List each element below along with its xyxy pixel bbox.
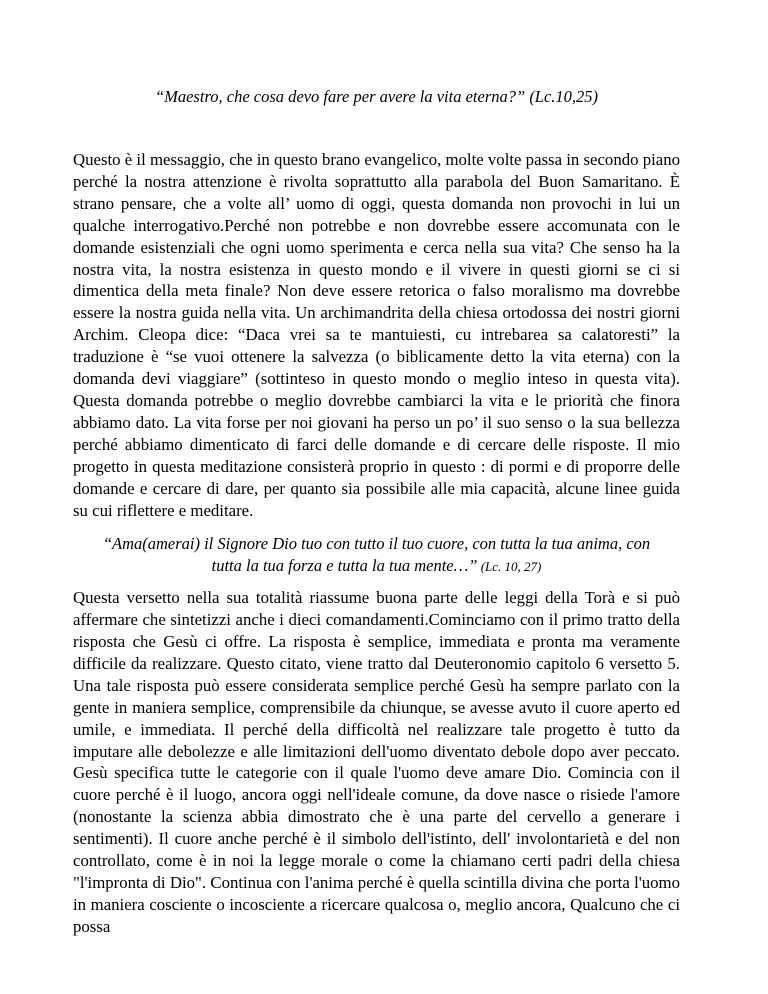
scripture-quote-line2: tutta la tua forza e tutta la tua mente…” — [211, 556, 478, 576]
title-quote-text: “Maestro, che cosa devo fare per avere la vita eterna?” — [154, 87, 526, 106]
paragraph-commentary: Questa versetto nella sua totalità riassume buona parte delle leggi della Torà e si può affermare che sintetizzi anche i dieci comandamenti.Cominciamo con il primo tratto della risposta che Gesù ci offre. La risposta è semplice, immediata e pronta ma veramente difficile da realizzare. Questo citato, viene tratto dal Deuteronomio capitolo 6 versetto 5. Una tale risposta può essere considerata semplice perché Gesù ha sempre parlato con la gente in maniera semplice, comprensibile da chiunque, se avesse avuto il cuore aperto ed umile, e immediata. Il perché della difficoltà nel realizzare tale progetto è tutto da imputare alle debolezze e alle limitazioni dell'uomo diventato debole dopo aver peccato. Gesù specifica tutte le categorie con il quale l'uomo deve amare Dio. Comincia con il cuore perché è il luogo, ancora oggi nell'ideale comune, da dove nasce o risiede l'amore (nonostante la scienza abbia dimostrato che è una parte del cervello a generare i sentimenti). Il cuore anche perché è il simbolo dell'istinto, dell' involontarietà e del non controllato, come è in noi la legge morale o come la chiamano certi padri della chiesa "l'impronta di Dio". Continua con l'anima perché è quella scintilla divina che porta l'uomo in maniera cosciente o incosciente a ricercare qualcosa o, meglio ancora, Qualcuno che ci possa — [73, 588, 680, 936]
scripture-quote-line1: “Ama(amerai) il Signore Dio tuo con tutto il tuo cuore, con tutta la tua anima, con — [102, 534, 651, 554]
scripture-quote — [73, 533, 680, 578]
paragraph-intro: Questo è il messaggio, che in questo brano evangelico, molte volte passa in secondo piano perché la nostra attenzione è rivolta soprattutto alla parabola del Buon Samaritano. È strano pensare, che a volte all’ uomo di oggi, questa domanda non provochi in lui un qualche interrogativo.Perché non potrebbe e non dovrebbe essere accomunata con le domande esistenziali che ogni uomo sperimenta e cerca nella sua vita? Che senso ha la nostra vita, la nostra esistenza in questo mondo e il vivere in questi giorni se ci si dimentica della meta finale? Non deve essere retorica o falso moralismo ma dovrebbe essere la nostra guida nella vita. Un archimandrita della chiesa ortodossa dei nostri giorni Archim. Cleopa dice: “Daca vrei sa te mantuiesti, cu intrebarea sa calatoresti” la traduzione è “se vuoi ottenere la salvezza (o biblicamente detto la vita eterna) con la domanda devi viaggiare” (sottinteso in questo mondo o meglio inteso in questa vita). Questa domanda potrebbe o meglio dovrebbe cambiarci la vita e le priorità che finora abbiamo dato. La vita forse per noi giovani ha perso un po’ il suo senso o la sua bellezza perché abbiamo dimenticato di farci delle domande e di cercare delle risposte. Il mio progetto in questa meditazione consisterà proprio in questo : di pormi e di proporre delle domande e cercare di dare, per quanto sia possibile alle mia capacità, alcune linee guida su cui riflettere e meditare. — [73, 150, 680, 520]
title-quote-reference: (Lc.10,25) — [525, 87, 599, 106]
scripture-quote-reference: (Lc. 10, 27) — [477, 559, 542, 575]
title-quote — [73, 86, 680, 107]
